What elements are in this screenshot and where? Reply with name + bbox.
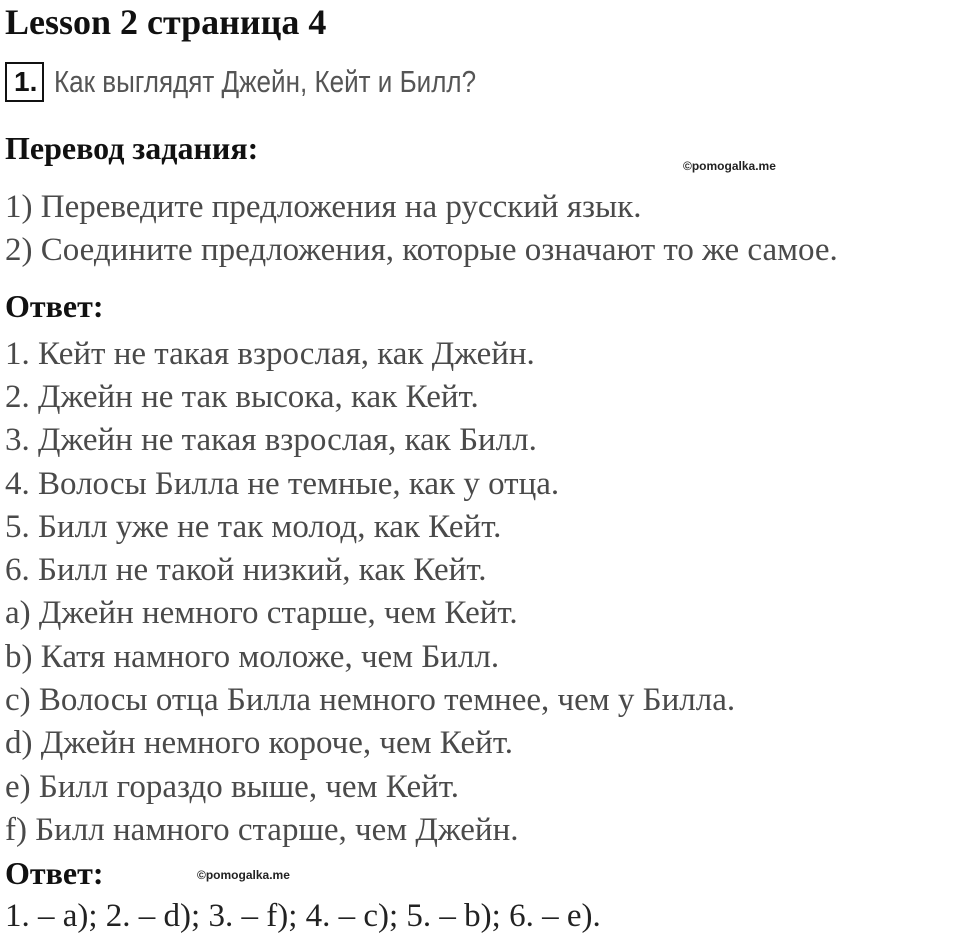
page-title: Lesson 2 страница 4 [5,2,327,42]
answer-item-a: a) Джейн немного старше, чем Кейт. [5,595,518,631]
answer-item-c: c) Волосы отца Билла немного темнее, чем у Билла. [5,682,736,718]
answer-key-heading: Ответ: [5,855,104,891]
answer-item-f: f) Билл намного старше, чем Джейн. [5,812,519,848]
answer-item-4: 4. Волосы Билла не темные, как у отца. [5,466,560,502]
translation-heading: Перевод задания: [5,130,259,166]
answer-item-b: b) Катя намного моложе, чем Билл. [5,639,500,675]
watermark-bottom: ©pomogalka.me [197,868,290,882]
answer-item-d: d) Джейн немного короче, чем Кейт. [5,725,514,761]
translation-item-1: 1) Переведите предложения на русский язык. [5,189,642,225]
answer-item-1: 1. Кейт не такая взрослая, как Джейн. [5,336,535,372]
answer-item-3: 3. Джейн не такая взрослая, как Билл. [5,422,537,458]
answer-heading: Ответ: [5,288,104,324]
watermark-top: ©pomogalka.me [683,159,776,173]
task-text: Как выглядят Джейн, Кейт и Билл? [54,64,477,99]
answer-item-6: 6. Билл не такой низкий, как Кейт. [5,552,487,588]
task-number-badge: 1. [5,62,44,102]
answer-item-e: e) Билл гораздо выше, чем Кейт. [5,769,459,805]
answer-item-2: 2. Джейн не так высока, как Кейт. [5,379,479,415]
translation-item-2: 2) Соедините предложения, которые означают то же самое. [5,232,838,268]
answer-key-text: 1. – a); 2. – d); 3. – f); 4. – c); 5. – b); 6. – e). [5,898,601,934]
task-row [5,62,557,106]
answer-item-5: 5. Билл уже не так молод, как Кейт. [5,509,502,545]
